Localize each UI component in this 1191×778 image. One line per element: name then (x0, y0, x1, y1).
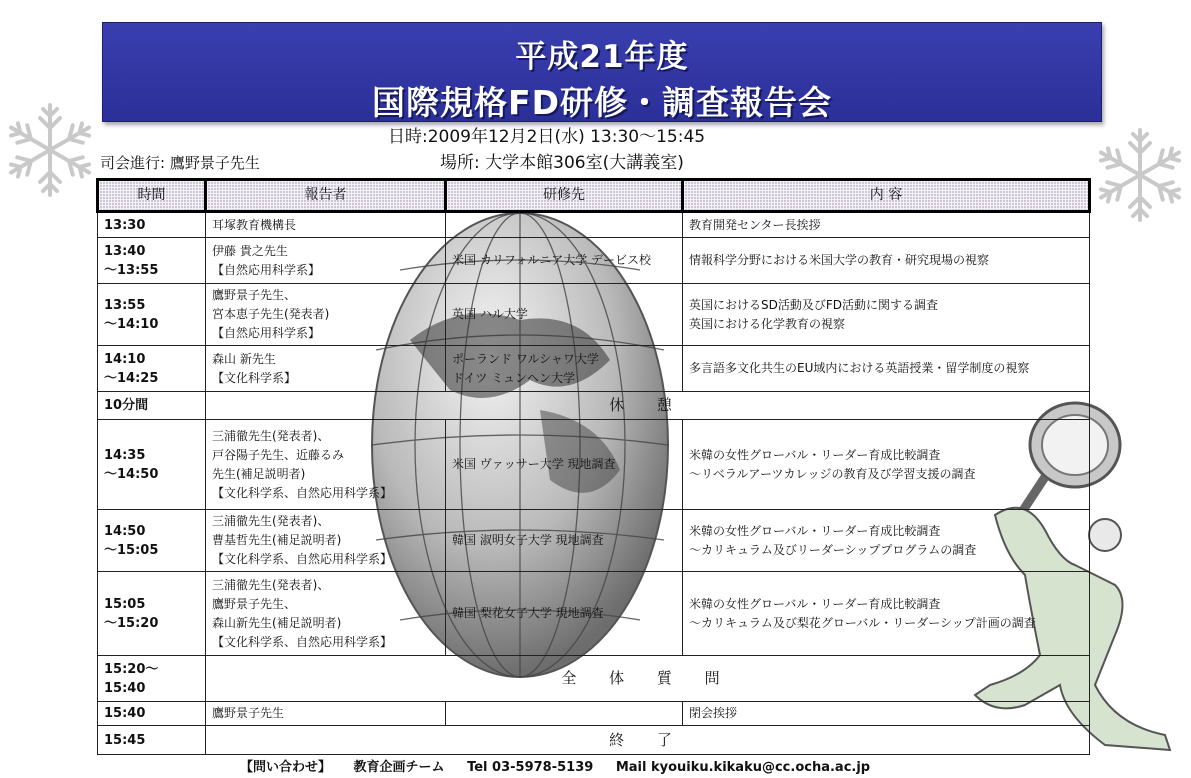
time-cell (98, 284, 206, 346)
cell-line: 多言語多文化共生のEU域内における英語授業・留学制度の視察 (689, 361, 1030, 375)
cell-line: 鷹野景子先生、 (212, 288, 297, 302)
table-row (98, 726, 1090, 755)
cell-line: 三浦徹先生(発表者)、 (212, 428, 330, 443)
title-year: 平成21年度 (515, 39, 689, 75)
schedule-table (96, 178, 1091, 755)
table-row (98, 702, 1090, 726)
page-title: 国際規格FD研修・調査報告会 (372, 83, 832, 122)
table-header-row (98, 180, 1090, 212)
reporter-cell (206, 572, 446, 656)
content-cell (683, 702, 1090, 726)
time-cell (98, 238, 206, 284)
cell-line: 英国における化学教育の視察 (689, 316, 846, 331)
time-cell (98, 702, 206, 726)
cell-line: 宮本恵子先生(発表者) (212, 307, 330, 321)
cell-line: 三浦徹先生(発表者)、 (212, 577, 330, 592)
cell-line: 14:10 (104, 351, 146, 367)
cell-line: 戸谷陽子先生、近藤るみ (212, 447, 345, 462)
reporter-cell (206, 346, 446, 392)
content-cell (683, 284, 1090, 346)
cell-line: 13:55 (104, 297, 146, 313)
table-row (98, 392, 1090, 420)
cell-line: 〜13:55 (104, 262, 159, 278)
cell-line: 教育開発センター長挨拶 (689, 217, 821, 232)
session-label-cell: 休 憩 (206, 392, 1090, 420)
reporter-cell (206, 420, 446, 510)
table-row (98, 572, 1090, 656)
cell-line: 15:20〜 (104, 661, 159, 677)
destination-cell (446, 346, 683, 392)
cell-line: 【文化科学系、自然応用科学系】 (212, 634, 393, 649)
cell-line: 曹基哲先生(補足説明者) (212, 533, 342, 547)
time-cell (98, 346, 206, 392)
time-cell (98, 212, 206, 238)
cell-line: 先生(補足説明者) (212, 466, 306, 481)
destination-cell (446, 572, 683, 656)
table-row (98, 346, 1090, 392)
table-row (98, 420, 1090, 510)
title-banner (102, 22, 1102, 122)
time-cell (98, 726, 206, 755)
contact-mail: Mail kyouiku.kikaku@cc.ocha.ac.jp (615, 760, 871, 775)
cell-line: 【文化科学系、自然応用科学系】 (212, 552, 393, 566)
cell-line: 15:45 (104, 732, 146, 748)
cell-line: 【自然応用科学系】 (212, 262, 321, 277)
cell-line: 伊藤 貴之先生 (212, 243, 288, 258)
column-header: 内 容 (683, 180, 1090, 212)
cell-line: 〜14:10 (104, 316, 159, 332)
cell-line: 〜15:05 (104, 542, 159, 558)
cell-line: 森山新先生(補足説明者) (212, 615, 342, 630)
content-cell (683, 346, 1090, 392)
reporter-cell (206, 702, 446, 726)
cell-line: 米韓の女性グローバル・リーダー育成比較調査 (689, 447, 941, 462)
table-row (98, 238, 1090, 284)
content-cell (683, 572, 1090, 656)
destination-cell (446, 420, 683, 510)
event-datetime: 日時:2009年12月2日(水) 13:30〜15:45 (388, 127, 706, 147)
content-cell (683, 420, 1090, 510)
time-cell (98, 392, 206, 420)
event-place: 場所: 大学本館306室(大講義室) (440, 153, 684, 173)
contact-tel: Tel 03-5978-5139 (467, 760, 594, 775)
session-label-cell: 終 了 (206, 726, 1090, 755)
cell-line: 〜カリキュラム及び梨花グローバル・リーダーシップ計画の調査 (689, 615, 1036, 630)
cell-line: ドイツ ミュンヘン大学 (452, 370, 575, 385)
column-header: 時間 (98, 180, 206, 212)
column-header: 研修先 (446, 180, 683, 212)
cell-line: 10分間 (104, 398, 149, 413)
table-row (98, 510, 1090, 572)
reporter-cell (206, 284, 446, 346)
contact-footer (240, 756, 888, 775)
cell-line: 情報科学分野における米国大学の教育・研究現場の視察 (689, 253, 990, 267)
cell-line: 【文化科学系、自然応用科学系】 (212, 485, 393, 500)
cell-line: 14:35 (104, 447, 146, 463)
cell-line: 韓国 淑明女子大学 現地調査 (452, 533, 604, 547)
snowflake-icon (1090, 120, 1190, 230)
table-row (98, 656, 1090, 702)
cell-line: 13:30 (104, 217, 146, 233)
cell-line: 15:40 (104, 706, 146, 721)
destination-cell (446, 702, 683, 726)
cell-line: 〜15:20 (104, 615, 159, 631)
cell-line: 【文化科学系】 (212, 370, 297, 385)
cell-line: 〜14:50 (104, 466, 159, 482)
moderator: 司会進行: 鷹野景子先生 (100, 154, 260, 172)
cell-line: 【自然応用科学系】 (212, 326, 321, 340)
content-cell (683, 510, 1090, 572)
time-cell (98, 572, 206, 656)
cell-line: 鷹野景子先生 (212, 706, 285, 720)
cell-line: ポーランド ワルシャワ大学 (452, 351, 599, 366)
cell-line: 〜カリキュラム及びリーダーシッププログラムの調査 (689, 542, 977, 557)
cell-line: 米韓の女性グローバル・リーダー育成比較調査 (689, 596, 941, 611)
cell-line: 森山 新先生 (212, 351, 276, 366)
cell-line: 15:40 (104, 680, 146, 696)
content-cell (683, 212, 1090, 238)
cell-line: 13:40 (104, 243, 146, 259)
cell-line: 英国 ハル大学 (452, 307, 528, 321)
contact-team: 教育企画チーム (353, 760, 445, 775)
cell-line: 米韓の女性グローバル・リーダー育成比較調査 (689, 523, 941, 538)
cell-line: 耳塚教育機構長 (212, 217, 297, 232)
time-cell (98, 420, 206, 510)
cell-line: 〜リベラルアーツカレッジの教育及び学習支援の調査 (689, 466, 976, 481)
cell-line: 閉会挨拶 (689, 706, 738, 720)
snowflake-icon (0, 95, 100, 205)
reporter-cell (206, 212, 446, 238)
time-cell (98, 510, 206, 572)
reporter-cell (206, 510, 446, 572)
cell-line: 15:05 (104, 596, 146, 612)
cell-line: 鷹野景子先生、 (212, 596, 297, 611)
destination-cell (446, 510, 683, 572)
column-header: 報告者 (206, 180, 446, 212)
content-cell (683, 238, 1090, 284)
time-cell (98, 656, 206, 702)
session-label-cell: 全 体 質 問 (206, 656, 1090, 702)
contact-label: 【問い合わせ】 (240, 760, 332, 775)
cell-line: 米国 ヴァッサー大学 現地調査 (452, 457, 616, 471)
cell-line: 14:50 (104, 523, 146, 539)
destination-cell (446, 212, 683, 238)
cell-line: 三浦徹先生(発表者)、 (212, 514, 330, 528)
cell-line: 韓国 梨花女子大学 現地調査 (452, 606, 604, 620)
cell-line: 英国におけるSD活動及びFD活動に関する調査 (689, 297, 939, 312)
table-row (98, 284, 1090, 346)
destination-cell (446, 238, 683, 284)
destination-cell (446, 284, 683, 346)
table-row (98, 212, 1090, 238)
cell-line: 〜14:25 (104, 370, 159, 386)
cell-line: 米国 カリフォルニア大学 デービス校 (452, 253, 652, 267)
reporter-cell (206, 238, 446, 284)
